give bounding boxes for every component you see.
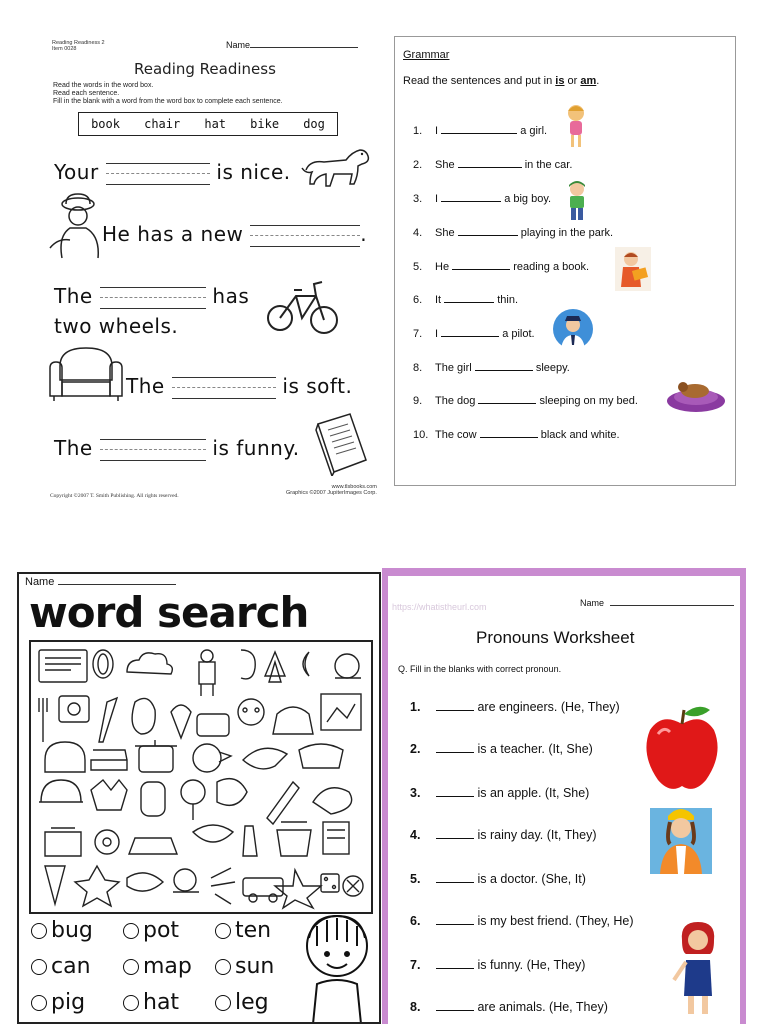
credits: www.tlsbooks.com Graphics ©2007 JupiterImages Corp. bbox=[286, 484, 377, 496]
engineer-woman-icon bbox=[650, 800, 712, 874]
answer-blank[interactable] bbox=[436, 882, 474, 883]
sentence-3: The has bbox=[54, 284, 250, 308]
grammar-item: 9. The dog sleeping on my bed. bbox=[413, 395, 638, 407]
answer-blank[interactable] bbox=[436, 710, 474, 711]
answer-blank[interactable] bbox=[436, 968, 474, 969]
pronouns-worksheet bbox=[382, 568, 746, 1024]
grammar-item: 8. The girl sleepy. bbox=[413, 362, 570, 374]
checkbox-circle-icon[interactable] bbox=[123, 923, 139, 939]
pronoun-item: 6. is my best friend. (They, He) bbox=[410, 914, 634, 928]
grammar-item: 3. I a big boy. bbox=[413, 193, 552, 205]
grammar-item: 4. She playing in the park. bbox=[413, 227, 614, 239]
grammar-item: 10. The cow black and white. bbox=[413, 429, 620, 441]
checkbox-circle-icon[interactable] bbox=[31, 923, 47, 939]
pilot-icon bbox=[553, 309, 593, 349]
checkbox-circle-icon[interactable] bbox=[31, 995, 47, 1011]
checkbox-circle-icon[interactable] bbox=[215, 995, 231, 1011]
armchair-icon bbox=[46, 346, 126, 402]
answer-blank[interactable] bbox=[250, 225, 360, 247]
answer-blank[interactable] bbox=[172, 377, 276, 399]
word-checkbox-item[interactable]: can bbox=[31, 954, 91, 979]
answer-blank[interactable] bbox=[475, 370, 533, 371]
checkbox-circle-icon[interactable] bbox=[123, 995, 139, 1011]
name-field: Name bbox=[25, 576, 176, 588]
grammar-worksheet bbox=[394, 36, 736, 486]
man-hat-icon bbox=[48, 192, 106, 262]
instructions: Read the words in the word box. Read each sentence. Fill in the blank with a word from the word box to complete each sentence. bbox=[53, 82, 283, 105]
checkbox-circle-icon[interactable] bbox=[123, 959, 139, 975]
pronoun-item: 1. are engineers. (He, They) bbox=[410, 700, 620, 714]
boy-icon bbox=[565, 179, 589, 221]
word-checkbox-item[interactable]: pot bbox=[123, 918, 179, 943]
pronoun-item: 7. is funny. (He, They) bbox=[410, 958, 586, 972]
grammar-item: 1. I a girl. bbox=[413, 125, 548, 137]
word-checkbox-item[interactable]: bug bbox=[31, 918, 93, 943]
watermark: https://whatistheurl.com bbox=[392, 602, 487, 612]
boy-cartoon-icon bbox=[299, 912, 375, 1024]
sentence-3-continued: two wheels. bbox=[54, 314, 179, 338]
answer-blank[interactable] bbox=[436, 796, 474, 797]
instructions: Q. Fill in the blanks with correct pronoun. bbox=[398, 664, 562, 674]
checkbox-circle-icon[interactable] bbox=[31, 959, 47, 975]
answer-blank[interactable] bbox=[480, 437, 538, 438]
answer-blank[interactable] bbox=[100, 439, 206, 461]
worksheet-page bbox=[388, 576, 740, 1024]
worksheet-code: Reading Readiness 2 Item 0028 bbox=[52, 40, 105, 52]
pronoun-item: 8. are animals. (He, They) bbox=[410, 1000, 608, 1014]
word-checkbox-item[interactable]: ten bbox=[215, 918, 271, 943]
answer-blank[interactable] bbox=[441, 336, 499, 337]
girl-icon bbox=[563, 103, 589, 149]
sentence-4: The is soft. bbox=[126, 374, 353, 398]
checkbox-circle-icon[interactable] bbox=[215, 959, 231, 975]
word-box-item: book bbox=[91, 117, 120, 131]
sentence-1: Your is nice. bbox=[54, 160, 291, 184]
answer-blank[interactable] bbox=[436, 924, 474, 925]
checkbox-circle-icon[interactable] bbox=[215, 923, 231, 939]
grammar-instructions: Read the sentences and put in is or am. bbox=[403, 75, 600, 87]
answer-blank[interactable] bbox=[452, 269, 510, 270]
word-checkbox-item[interactable]: hat bbox=[123, 990, 179, 1015]
hidden-pictures-icon bbox=[31, 642, 371, 912]
grammar-item: 2. She in the car. bbox=[413, 159, 573, 171]
copyright: Copyright ©2007 T. Smith Publishing. All rights reserved. bbox=[50, 493, 179, 499]
answer-blank[interactable] bbox=[441, 201, 501, 202]
word-search-worksheet bbox=[17, 572, 381, 1024]
page-title: Pronouns Worksheet bbox=[476, 628, 635, 647]
pronoun-item: 3. is an apple. (It, She) bbox=[410, 786, 590, 800]
apple-icon bbox=[642, 704, 722, 794]
picture-search-grid[interactable] bbox=[29, 640, 373, 914]
word-checkbox-item[interactable]: map bbox=[123, 954, 192, 979]
grammar-item: 6. It thin. bbox=[413, 294, 519, 306]
sentence-5: The is funny. bbox=[54, 436, 300, 460]
answer-blank[interactable] bbox=[458, 235, 518, 236]
answer-blank[interactable] bbox=[444, 302, 494, 303]
answer-blank[interactable] bbox=[441, 133, 517, 134]
pronoun-item: 4. is rainy day. (It, They) bbox=[410, 828, 597, 842]
pronoun-item: 2. is a teacher. (It, She) bbox=[410, 742, 593, 756]
word-box bbox=[78, 112, 338, 136]
answer-blank[interactable] bbox=[436, 752, 474, 753]
answer-blank[interactable] bbox=[106, 163, 210, 185]
answer-blank[interactable] bbox=[458, 167, 522, 168]
reading-readiness-worksheet bbox=[40, 32, 380, 512]
grammar-item: 7. I a pilot. bbox=[413, 328, 535, 340]
answer-blank[interactable] bbox=[478, 403, 536, 404]
word-box-item: bike bbox=[250, 117, 280, 131]
page-title: word search bbox=[29, 588, 309, 637]
dog-bed-icon bbox=[665, 375, 727, 415]
answer-blank[interactable] bbox=[100, 287, 206, 309]
reading-boy-icon bbox=[615, 247, 651, 291]
grammar-title: Grammar bbox=[403, 49, 450, 61]
answer-blank[interactable] bbox=[436, 838, 474, 839]
answer-blank[interactable] bbox=[436, 1010, 474, 1011]
name-field: Name bbox=[580, 598, 734, 608]
girl-red-hair-icon bbox=[670, 918, 726, 1018]
grammar-item: 5. He reading a book. bbox=[413, 261, 590, 273]
word-box-item: dog bbox=[303, 117, 325, 131]
bicycle-icon bbox=[266, 272, 340, 338]
word-checkbox-item[interactable]: pig bbox=[31, 990, 85, 1015]
sentence-2: He has a new . bbox=[102, 222, 368, 246]
name-field: Name bbox=[226, 40, 358, 50]
dog-icon bbox=[300, 140, 372, 190]
book-icon bbox=[314, 410, 370, 476]
page-title: Reading Readiness bbox=[134, 60, 276, 78]
word-box-item: chair bbox=[144, 117, 181, 131]
word-box-item: hat bbox=[204, 117, 227, 131]
word-checkbox-item[interactable]: leg bbox=[215, 990, 269, 1015]
word-checkbox-item[interactable]: sun bbox=[215, 954, 274, 979]
pronoun-item: 5. is a doctor. (She, It) bbox=[410, 872, 586, 886]
